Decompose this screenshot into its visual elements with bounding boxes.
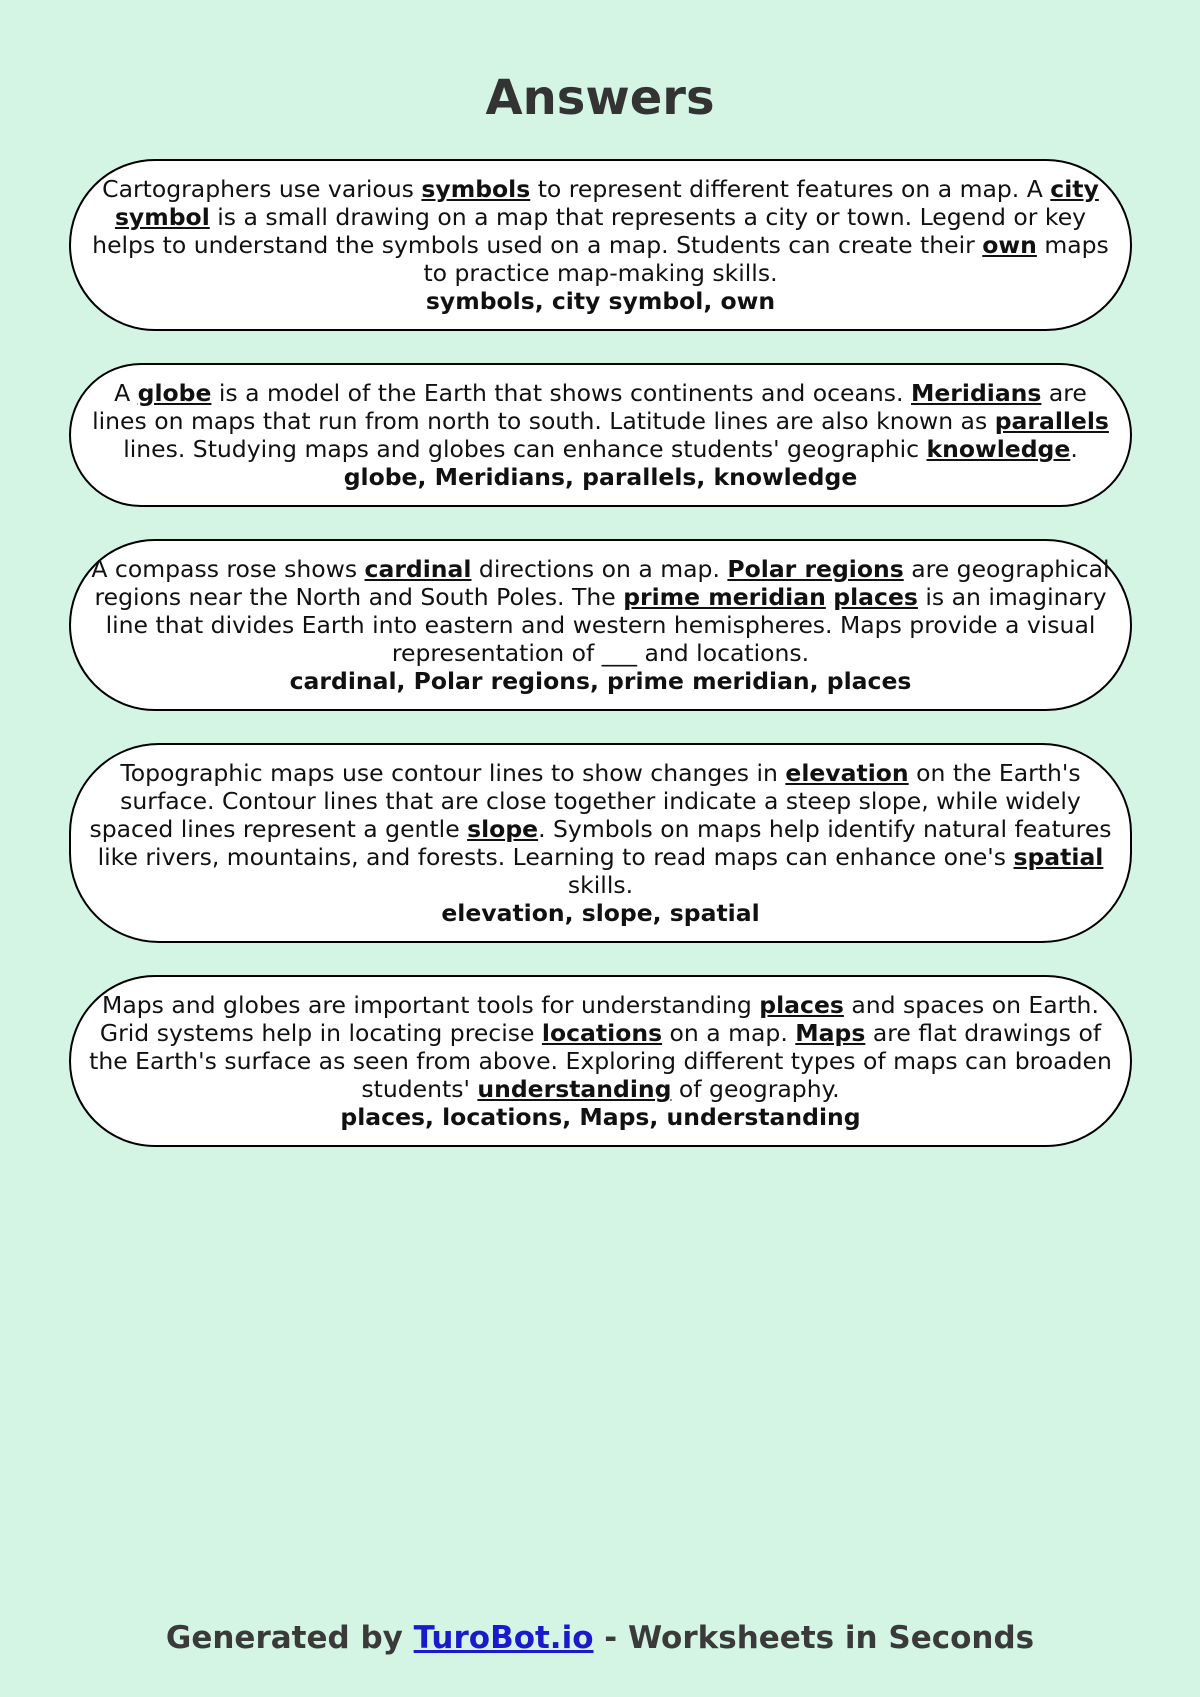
answer-card xyxy=(69,159,1132,331)
footer-prefix: Generated by xyxy=(165,1620,414,1656)
filled-blank: elevation xyxy=(785,759,909,787)
answer-key: cardinal, Polar regions, prime meridian, places xyxy=(289,667,912,695)
filled-blank: Polar regions xyxy=(727,555,904,583)
answer-card xyxy=(69,539,1132,711)
paragraph-text: to represent different features on a map. A xyxy=(530,175,1051,203)
filled-blank: understanding xyxy=(477,1075,672,1103)
filled-blank: parallels xyxy=(994,407,1109,435)
answer-cards-list xyxy=(69,159,1132,1179)
filled-blank: city symbol xyxy=(114,175,1099,231)
paragraph-text: Cartographers use various xyxy=(102,175,422,203)
filled-blank: Meridians xyxy=(910,379,1042,407)
filled-blank: own xyxy=(982,231,1037,259)
filled-blank: globe xyxy=(137,379,212,407)
footer-suffix: - Worksheets in Seconds xyxy=(593,1620,1035,1656)
paragraph-text: on a map. xyxy=(662,1019,796,1047)
filled-blank: knowledge xyxy=(926,435,1071,463)
answer-card xyxy=(69,975,1132,1147)
paragraph-text: . Symbols on maps help identify natural features like rivers, mountains, and forests. Learning to read maps can enhance one's xyxy=(97,815,1112,871)
paragraph-text: are flat drawings of the Earth's surface as seen from above. Exploring different types of maps can broaden students' xyxy=(89,1019,1112,1103)
paragraph-text: Maps and globes are important tools for understanding xyxy=(102,991,760,1019)
filled-blank: places xyxy=(759,991,844,1019)
paragraph-text: skills. xyxy=(567,871,634,899)
answer-key: places, locations, Maps, understanding xyxy=(340,1103,861,1131)
paragraph-text: of geography. xyxy=(671,1075,840,1103)
footer xyxy=(0,1618,1200,1658)
paragraph-text: maps to practice map-making skills. xyxy=(423,231,1109,287)
paragraph-text: is an imaginary line that divides Earth into eastern and western hemispheres. Maps provide a visual representation of ___ and locations. xyxy=(105,583,1107,667)
turobot-link[interactable]: TuroBot.io xyxy=(413,1620,594,1656)
paragraph-text: are lines on maps that run from north to south. Latitude lines are also known as xyxy=(92,379,1087,435)
paragraph-text: A xyxy=(114,379,138,407)
paragraph-text: directions on a map. xyxy=(471,555,728,583)
filled-blank: Maps xyxy=(795,1019,866,1047)
card-paragraph xyxy=(85,379,1116,463)
paragraph-text: lines. Studying maps and globes can enhance students' geographic xyxy=(123,435,927,463)
paragraph-text: on the Earth's surface. Contour lines that are close together indicate a steep slope, while widely spaced lines represent a gentle xyxy=(89,759,1081,843)
card-paragraph xyxy=(85,555,1116,667)
filled-blank: slope xyxy=(467,815,539,843)
card-paragraph xyxy=(85,759,1116,899)
answer-key: symbols, city symbol, own xyxy=(425,287,776,315)
filled-blank: cardinal xyxy=(364,555,472,583)
paragraph-text: A compass rose shows xyxy=(91,555,365,583)
answer-key: globe, Meridians, parallels, knowledge xyxy=(343,463,858,491)
answer-card xyxy=(69,363,1132,507)
paragraph-text: and spaces on Earth. Grid systems help in locating precise xyxy=(99,991,1099,1047)
paragraph-text: is a small drawing on a map that represents a city or town. Legend or key helps to understand the symbols used on a map. Students can create their xyxy=(92,203,1087,259)
filled-blank: spatial xyxy=(1013,843,1104,871)
page-title: Answers xyxy=(485,70,715,126)
paragraph-text: is a model of the Earth that shows continents and oceans. xyxy=(211,379,911,407)
filled-blank: prime meridian xyxy=(623,583,826,611)
paragraph-text: Topographic maps use contour lines to show changes in xyxy=(120,759,786,787)
answer-card xyxy=(69,743,1132,943)
filled-blank: symbols xyxy=(421,175,531,203)
filled-blank: locations xyxy=(541,1019,663,1047)
answer-key: elevation, slope, spatial xyxy=(441,899,760,927)
paragraph-text: . xyxy=(1070,435,1078,463)
card-paragraph xyxy=(85,175,1116,287)
paragraph-text: are geographical regions near the North and South Poles. The xyxy=(94,555,1110,611)
filled-blank: places xyxy=(833,583,918,611)
card-paragraph xyxy=(85,991,1116,1103)
